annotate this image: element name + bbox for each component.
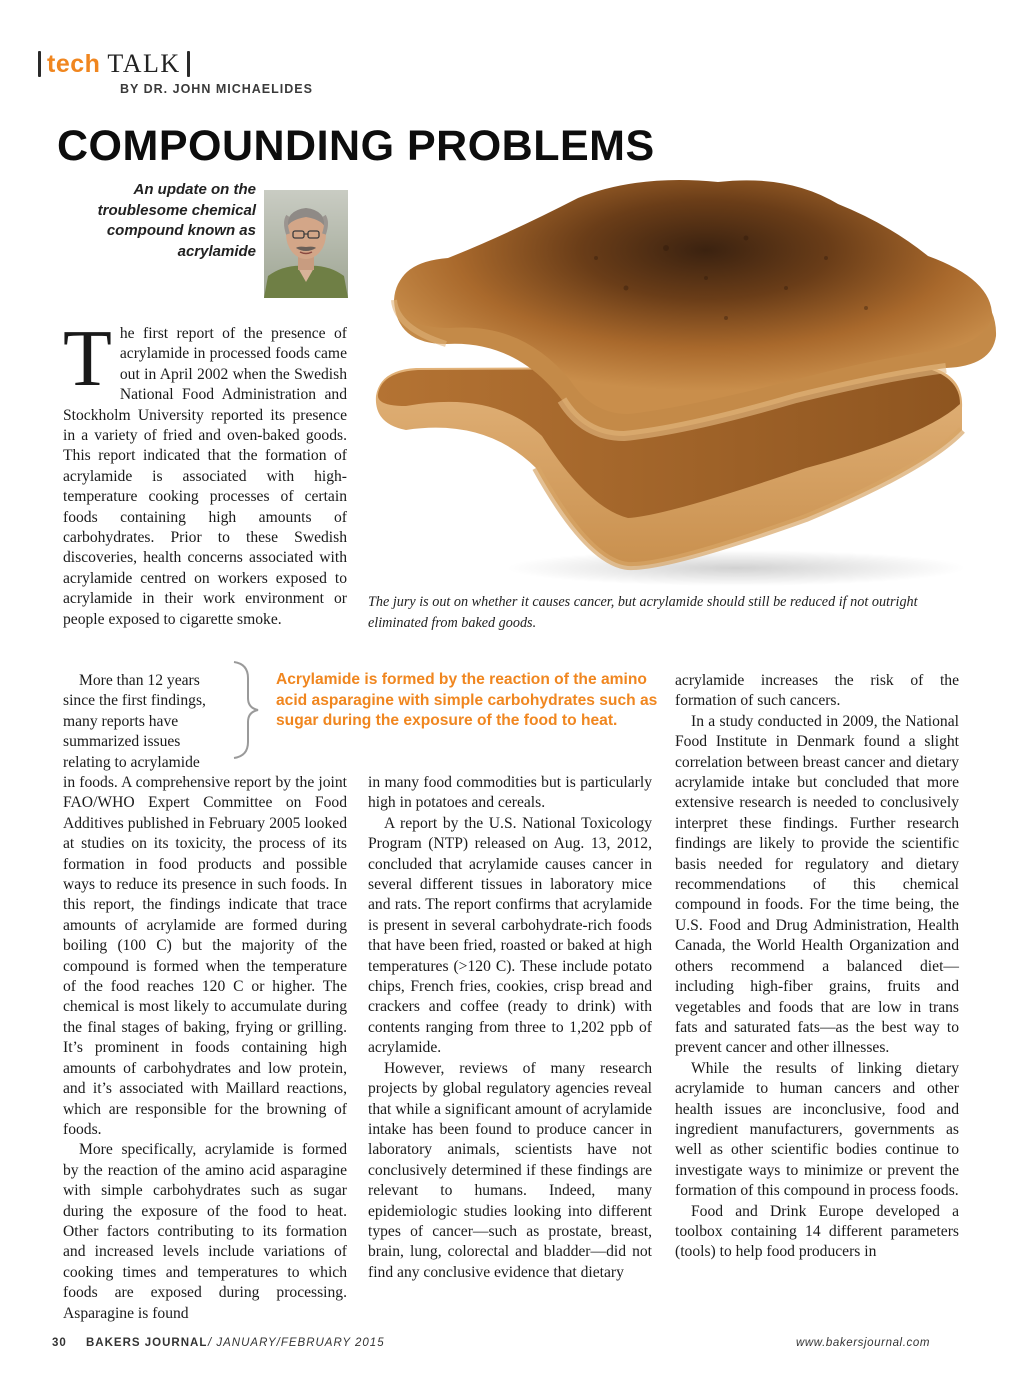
article-column-1-bottom [63, 773, 347, 1324]
website-link[interactable]: www.bakersjournal.com [796, 1337, 931, 1349]
article-column-1-top [63, 315, 347, 630]
article-deck: An update on the troublesome chemical compound known as acrylamide [97, 181, 256, 260]
article-paragraph: However, reviews of many research projects by global regulatory agencies reveal that while a significant amount of acrylamide intake has been found to produce cancer in laboratory animals, scientists have not conclusively determined if these findings are relevant to humans. Indeed, many epidemiologic studies looking into different types of cancer—such as prostate, breast, brain, lung, colorectal and bladder—did not find any conclusive evidence that dietary [368, 1059, 652, 1281]
masthead-bar-right [187, 51, 190, 77]
article-column-2 [368, 773, 652, 1283]
article-paragraph: he first report of the presence of acrylamide in processed foods came out in April 2002 when the Swedish National Food Administration and Stockholm University reported its presence in a variety of fried and oven-baked goods. This report indicated that the formation of acrylamide is associated with high-temperature cooking processes of certain foods containing high amounts of carbohydrates. Prior to these Swedish discoveries, health concerns associated with acrylamide centred on workers exposed to acrylamide in their work environment or people exposed to cigarette smoke. [63, 325, 347, 628]
article-paragraph: In a study conducted in 2009, the National Food Institute in Denmark found a slight correlation between breast cancer and dietary acrylamide intake but concluded that more extensive research is needed to conclusively interpret these findings. Further research findings are likely to provide the scientific basis needed for regulatory and dietary recommendations of this chemical compound in foods. For the time being, the U.S. Food and Drug Administration, Health Canada, the World Health Organization and others recommend a balanced diet—including high-fiber grains, fruits and vegetables and foods that are low in trans fats and saturated fats—as the best way to prevent cancer and other illnesses. [675, 712, 959, 1057]
masthead-bar-left [38, 51, 41, 77]
section-masthead [32, 44, 196, 84]
article-column-3 [675, 671, 959, 1263]
byline: BY DR. JOHN MICHAELIDES [120, 82, 313, 96]
issue-date: / JANUARY/FEBRUARY 2015 [208, 1337, 385, 1349]
article-paragraph: in many food commodities but is particularly high in potatoes and cereals. [368, 774, 652, 812]
page-number: 30 [52, 1337, 67, 1349]
article-headline: COMPOUNDING PROBLEMS [57, 122, 655, 170]
photo-caption: The jury is out on whether it causes cancer, but acrylamide should still be reduced if not outright eliminated from baked goods. [368, 594, 918, 631]
article-paragraph: acrylamide increases the risk of the formation of such cancers. [675, 672, 959, 710]
article-paragraph: A report by the U.S. National Toxicology Program (NTP) released on Aug. 13, 2012, concluded that acrylamide causes cancer in several different tissues in laboratory mice and rats. The report confirms that acrylamide is present in several carbohydrate-rich foods that have been fried, roasted or baked at high temperatures (>120 C). These include potato chips, French fries, cookies, crisp bread and crackers and coffee (ready to drink) with contents ranging from three to 1,202 ppb of acrylamide. [368, 814, 652, 1057]
author-photo [264, 190, 348, 298]
section-label-talk: TALK [107, 49, 181, 78]
brace-ornament [226, 660, 260, 760]
pull-quote: Acrylamide is formed by the reaction of the amino acid asparagine with simple carbohydrates such as sugar during the exposure of the food to heat. [276, 671, 658, 729]
article-paragraph: Food and Drink Europe developed a toolbox containing 14 different parameters (tools) to help food producers in [675, 1202, 959, 1261]
article-paragraph: More than 12 years since the first findings, many reports have summarized issues relating to acrylamide [63, 672, 206, 771]
article-paragraph: While the results of linking dietary acrylamide to human cancers and other health issues are inconclusive, food and ingredient manufacturers, governments as well as other scientific bodies continue to investigate ways to minimize or prevent the formation of this compound in process foods. [675, 1059, 959, 1200]
publication-name: BAKERS JOURNAL [86, 1337, 208, 1349]
section-label-tech: tech [47, 49, 101, 78]
toast-photo [366, 168, 1006, 588]
drop-cap: T [63, 315, 112, 403]
article-paragraph: in foods. A comprehensive report by the joint FAO/WHO Expert Committee on Food Additives published in February 2005 looked at studies on its toxicity, the process of its formation in food products and possible ways to reduce its presence in such foods. In this report, the findings indicate that trace amounts of acrylamide are formed during boiling (100 C) but the majority of the compound is formed when the temperature of the food reaches 120 C or higher. The chemical is most likely to accumulate during the final stages of baking, frying or grilling. It’s prominent in foods containing high amounts of carbohydrates and low protein, and it’s associated with Maillard reactions, which are responsible for the browning of foods. [63, 774, 347, 1138]
article-paragraph: More specifically, acrylamide is formed by the reaction of the amino acid asparagine with simple carbohydrates such as sugar during the exposure of the food to heat. Other factors contributing to its formation and increased levels include variations of cooking times and temperatures to which foods are exposed during processing. Asparagine is found [63, 1141, 347, 1322]
article-column-1-narrow [63, 671, 215, 773]
